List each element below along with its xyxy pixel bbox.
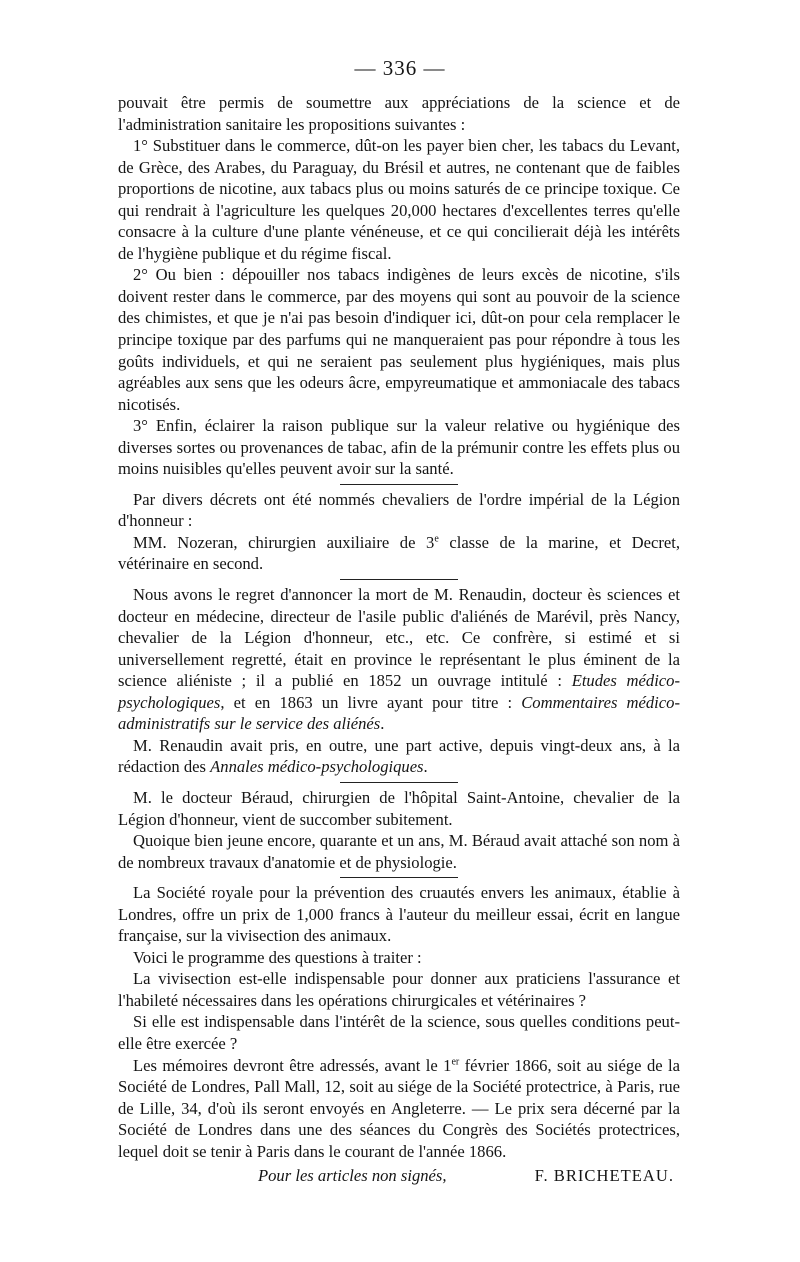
section-divider	[340, 579, 458, 580]
nominees-text-b: classe de la marine, et Decret, vétérinaire en second.	[118, 532, 680, 574]
page-number: — 336 —	[354, 56, 446, 80]
prize-announcement: La Société royale pour la prévention des cruautés envers les animaux, établie à Londres, offre un prix de 1,000 francs à l'auteur du meilleur essai, écrit en langue française, sur la vivisection des animaux.	[118, 883, 680, 946]
renaudin-text-a: Nous avons le regret d'annoncer la mort de M. Renaudin, docteur ès sciences et docteur en médecine, directeur de l'asile public d'aliénés de Marévil, près Nancy, chevalier de la Légion d'honneur, etc., etc. Ce confrère, si estimé et si universellement regretté, était en province le représentant le plus éminent de la science aliéniste ; il a publié en 1852 un ouvrage intitulé :	[118, 585, 680, 691]
program-intro: Voici le programme des questions à traiter :	[133, 947, 422, 967]
renaudin-obituary	[118, 584, 680, 735]
proposition-2: 2° Ou bien : dépouiller nos tabacs indigènes de leurs excès de nicotine, s'ils doivent rester dans le commerce, par des moyens qui sont au pouvoir de la science des chimistes, et que je n'ai pas besoin d'indiquer ici, dût-on pour cela remplacer le principe toxique par des parfums qui ne manqueraient pas pour répondre à tous les goûts individuels, et qui ne seraient pas seulement plus hygiéniques, mais plus agréables aux sens que les odeurs âcre, empyreumatique et ammoniacale des tabacs nicotisés.	[118, 265, 680, 414]
text-column	[118, 92, 680, 1187]
journal-title-annales: Annales médico-psychologiques	[210, 757, 424, 777]
annales-text-a: M. Renaudin avait pris, en outre, une part active, depuis vingt-deux ans, à la rédaction des	[118, 735, 680, 777]
proposition-3: 3° Enfin, éclairer la raison publique sur la valeur relative ou hygiénique des diverses sortes ou provenances de tabac, afin de la prémunir contre les effets plus ou moins nuisibles qu'elles peuvent avoir sur la santé.	[118, 416, 680, 479]
paragraph-continuation: pouvait être permis de soumettre aux appréciations de la science et de l'administration sanitaire les propositions suivantes :	[118, 93, 680, 134]
section-divider	[340, 484, 458, 485]
signature-line	[118, 1165, 680, 1187]
signature-name: F. BRICHETEAU.	[534, 1166, 674, 1186]
submission-details	[118, 1055, 680, 1163]
renaudin-annales	[118, 735, 680, 778]
submission-text-b: février 1866, soit au siége de la Société de Londres, Pall Mall, 12, soit au siége de la Société protectrice, à Paris, rue de Lille, 34, d'où ils seront envoyés en Angleterre. — Le prix sera décerné par la Société de Londres dans une des séances du Congrès des Sociétés protectrices, lequel doit se tenir à Paris dans le courant de l'année 1866.	[118, 1055, 680, 1161]
signature-note: Pour les articles non signés,	[258, 1166, 447, 1186]
proposition-1: 1° Substituer dans le commerce, dût-on les payer bien cher, les tabacs du Levant, de Grèce, des Arabes, du Paraguay, du Brésil et autres, ne contenant que de faibles proportions de nicotine, aux tabacs plus ou moins saturés de ce principe toxique. Ce qui rendrait à l'agriculture les quelques 20,000 hectares d'excellentes terres qu'elle consacre à la culture d'une plante vénéneuse, et ce qui concilierait déjà les intérêts de l'hygiène publique et du régime fiscal.	[118, 136, 680, 263]
question-1: La vivisection est-elle indispensable pour donner aux praticiens l'assurance et l'habileté nécessaires dans les opérations chirurgicales et vétérinaires ?	[118, 969, 680, 1010]
section-divider	[340, 877, 458, 878]
nominees-text-a: MM. Nozeran, chirurgien auxiliaire de 3	[133, 532, 435, 552]
section-divider	[340, 782, 458, 783]
beraud-works: Quoique bien jeune encore, quarante et un ans, M. Béraud avait attaché son nom à de nombreux travaux d'anatomie et de physiologie.	[118, 831, 680, 872]
decrees-paragraph: Par divers décrets ont été nommés chevaliers de l'ordre impérial de la Légion d'honneur :	[118, 489, 680, 531]
nominees-sup: e	[434, 533, 439, 545]
beraud-obituary: M. le docteur Béraud, chirurgien de l'hôpital Saint-Antoine, chevalier de la Légion d'honneur, vient de succomber subitement.	[118, 787, 680, 829]
book-title-etudes: Etudes médico-psychologiques	[118, 671, 680, 712]
annales-text-b: .	[423, 757, 428, 777]
book-title-commentaires: Commentaires médico-administratifs sur le service des aliénés	[118, 692, 680, 734]
renaudin-text-b: , et en 1863 un livre ayant pour titre :	[220, 692, 522, 712]
nominees-paragraph	[118, 532, 680, 575]
submission-sup: er	[451, 1055, 460, 1067]
question-2: Si elle est indispensable dans l'intérêt de la science, sous quelles conditions peut-elle être exercée ?	[118, 1012, 680, 1053]
submission-text-a: Les mémoires devront être adressés, avant le 1	[133, 1055, 452, 1075]
renaudin-text-c: .	[380, 714, 385, 734]
